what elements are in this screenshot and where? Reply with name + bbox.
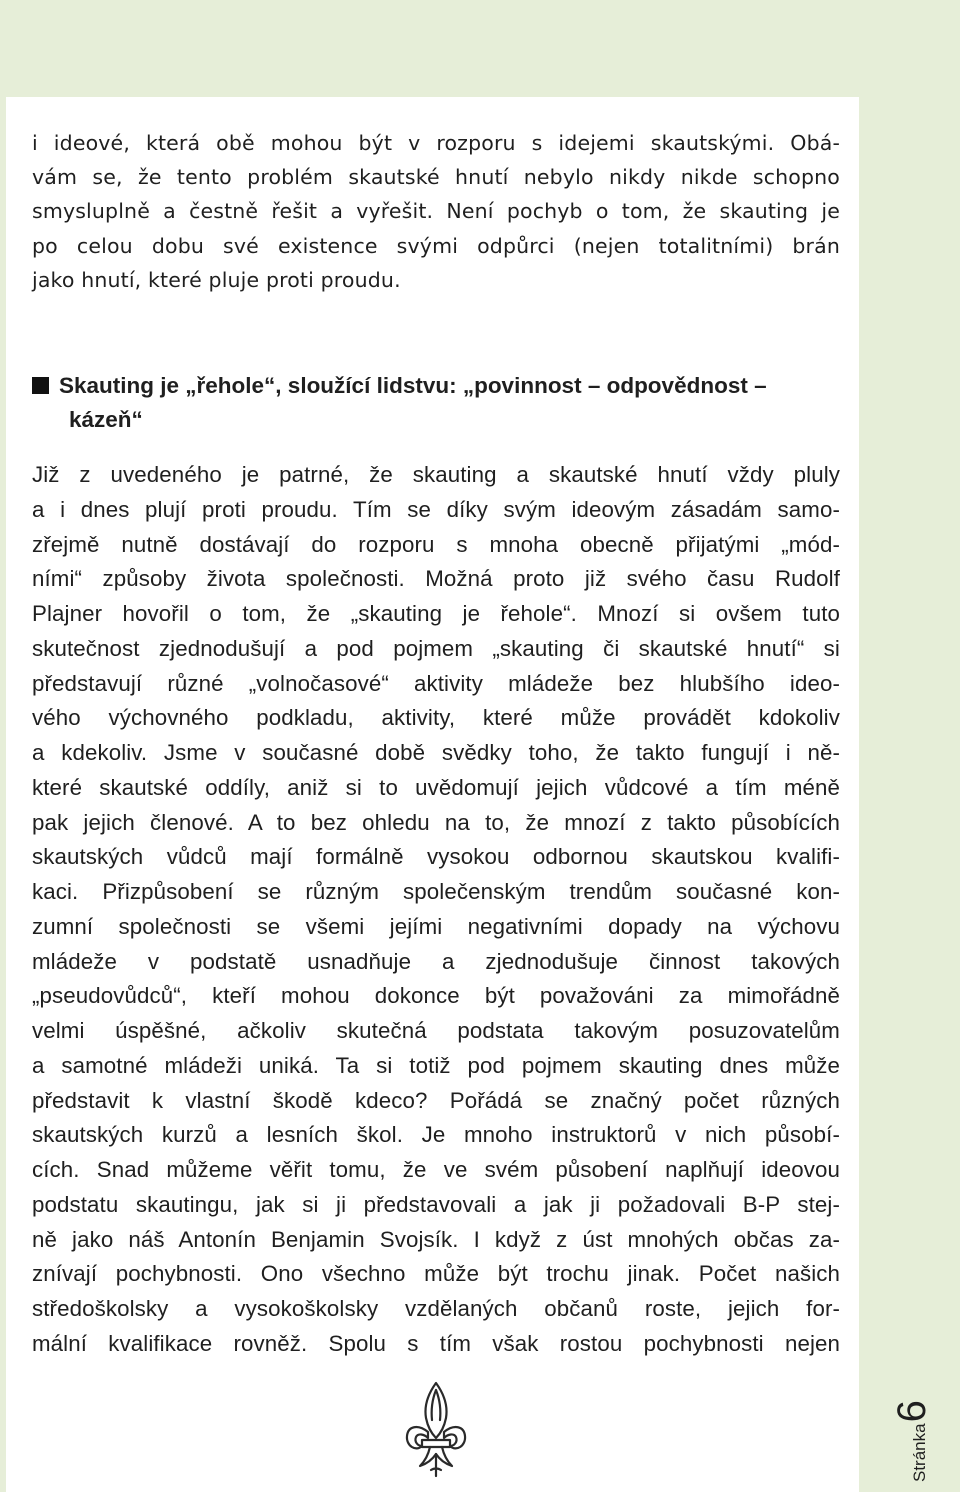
paragraph-line: a i dnes plují proti proudu. Tím se díky svým ideovým zásadám samo- <box>32 496 840 522</box>
section-heading <box>32 369 842 437</box>
paragraph-line: cích. Snad můžeme věřit tomu, že ve svém působení naplňují ideovou <box>32 1157 840 1182</box>
fleur-de-lis-icon <box>404 1380 468 1480</box>
paragraph-line: představit k vlastní škodě kdeco? Pořádá se značný počet různých <box>32 1087 840 1113</box>
paragraph-line: Již z uvedeného je patrné, že skauting a skautské hnutí vždy pluly <box>32 462 840 487</box>
paragraph-line: středoškolsky a vysokoškolsky vzdělaných občanů roste, jejich for- <box>32 1296 840 1321</box>
paragraph-line: mládeže v podstatě usnadňuje a zjednodušuje činnost takových <box>32 948 840 974</box>
page-word: Stránka <box>910 1423 929 1482</box>
paragraph-line: podstatu skautingu, jak si ji představovali a jak ji požadovali B-P stej- <box>32 1191 840 1217</box>
paragraph-line: jako hnutí, které pluje proti proudu. <box>32 267 401 292</box>
paragraph-intro <box>32 126 840 297</box>
page-number: 6 <box>890 1400 934 1423</box>
paragraph-line: skautských vůdců mají formálně vysokou odbornou skautskou kvalifi- <box>32 844 840 870</box>
paragraph-line: a kdekoliv. Jsme v současné době svědky toho, že takto fungují i ně- <box>32 740 840 765</box>
paragraph-line: „pseudovůdců“, kteří mohou dokonce být považováni za mimořádně <box>32 983 840 1009</box>
section-heading-line1: Skauting je „řehole“, sloužící lidstvu: „povinnost – odpovědnost – <box>59 373 767 398</box>
paragraph-line: ními“ způsoby života společnosti. Možná proto již svého času Rudolf <box>32 566 840 592</box>
paragraph-line: pak jejich členové. A to bez ohledu na to, že mnozí z takto působících <box>32 809 840 835</box>
paragraph-line: skutečnost zjednodušují a pod pojmem „skauting či skautské hnutí“ si <box>32 635 840 661</box>
paragraph-line: skautských kurzů a lesních škol. Je mnoho instruktorů v nich působí- <box>32 1122 840 1148</box>
paragraph-line: představují různé „volnočasové“ aktivity mládeže bez hlubšího ideo- <box>32 670 840 696</box>
paragraph-line: vého výchovného podkladu, aktivity, které může provádět kdokoliv <box>32 705 840 731</box>
square-bullet-icon <box>32 377 49 394</box>
paragraph-line: velmi úspěšné, ačkoliv skutečná podstata takovým posuzovatelům <box>32 1018 840 1043</box>
paragraph-line: znívají pochybnosti. Ono všechno může být trochu jinak. Počet našich <box>32 1261 840 1287</box>
paragraph-line: po celou dobu své existence svými odpůrci (nejen totalitními) brán <box>32 233 840 258</box>
paragraph-line: mální kvalifikace rovněž. Spolu s tím však rostou pochybnosti nejen <box>32 1330 840 1356</box>
paragraph-line: smysluplně a čestně řešit a vyřešit. Není pochyb o tom, že skauting je <box>32 199 840 224</box>
paragraph-line: vám se, že tento problém skautské hnutí nebylo nikdy nikde schopno <box>32 165 840 190</box>
paragraph-line: které skautské oddíly, aniž si to uvědomují jejich vůdcové a tím méně <box>32 774 840 800</box>
paragraph-body <box>32 458 840 1362</box>
paragraph-line: Plajner hovořil o tom, že „skauting je řehole“. Mnozí si ovšem tuto <box>32 601 840 626</box>
document-page <box>6 97 859 1492</box>
page-number-label <box>866 1352 956 1482</box>
paragraph-line: kaci. Přizpůsobení se různým společenským trendům současné kon- <box>32 879 840 904</box>
paragraph-line: a samotné mládeži uniká. Ta si totiž pod pojmem skauting dnes může <box>32 1052 840 1078</box>
paragraph-line: zumní společnosti se všemi jejími negativními dopady na výchovu <box>32 913 840 939</box>
paragraph-line: zřejmě nutně dostávají do rozporu s mnoha obecně přijatými „mód- <box>32 531 840 557</box>
section-heading-line2: kázeň“ <box>69 407 143 432</box>
paragraph-line: i ideové, která obě mohou být v rozporu s idejemi skautskými. Obá- <box>32 131 840 155</box>
paragraph-line: ně jako náš Antonín Benjamin Svojsík. I když z úst mnohých občas za- <box>32 1226 840 1252</box>
